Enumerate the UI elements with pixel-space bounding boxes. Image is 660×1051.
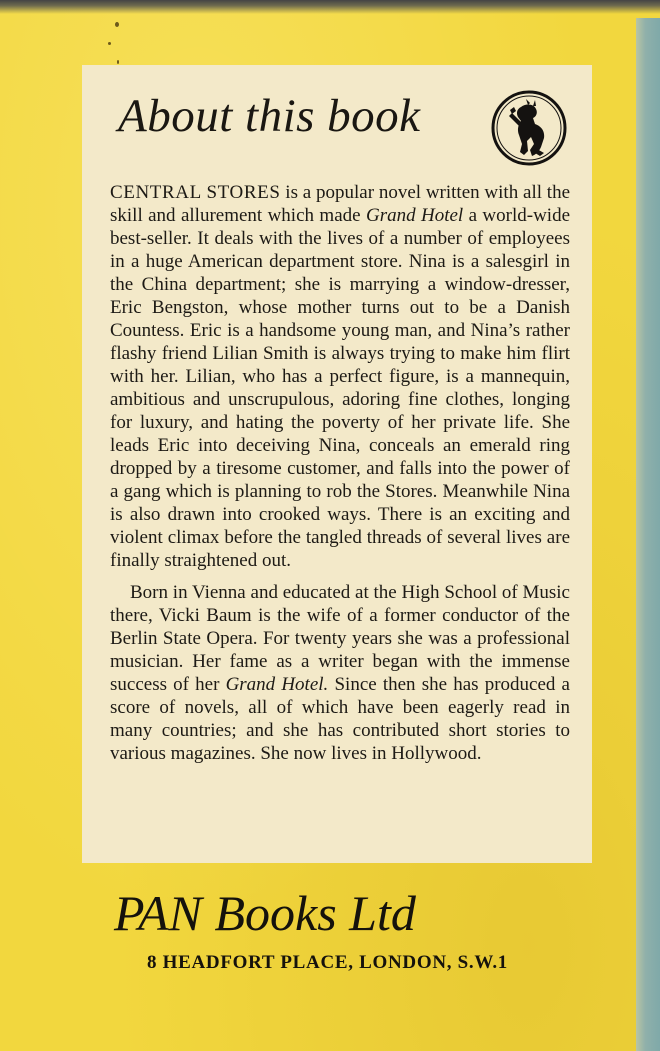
author-paragraph — [110, 581, 570, 765]
cover-speck — [117, 60, 119, 64]
title-small-caps: CENTRAL STORES — [110, 182, 281, 203]
pan-piper-logo-icon — [490, 89, 568, 167]
grand-hotel-title-2: Grand Hotel. — [225, 674, 329, 695]
heading-row — [82, 65, 592, 175]
author-text-1: Born in Vienna and educated at the High School of Music there, Vicki Baum is the wife of a former conductor of the Berlin State Opera. For twenty years she was a professional musician. Her fame as a writer began with the immense success of her — [110, 582, 570, 695]
cover-speck — [115, 22, 119, 27]
synopsis-paragraph — [110, 181, 570, 572]
author-text-2: Since then she has produced a score of novels, all of which have been eagerly read in many countries; and she has contributed short stories to various magazines. She now lives in Hollywood. — [110, 674, 570, 764]
publisher-name: PAN Books Ltd — [114, 885, 416, 941]
publisher-address: 8 HEADFORT PLACE, LONDON, S.W.1 — [147, 952, 508, 973]
grand-hotel-title: Grand Hotel — [365, 205, 464, 226]
top-edge-shadow — [0, 0, 660, 14]
about-panel — [82, 65, 592, 863]
synopsis-text-1: is a popular novel written with all the skill and allurement which made — [110, 182, 571, 226]
synopsis-text-2: a world-wide best-seller. It deals with the lives of a number of employees in a huge American department store. Nina is a salesgirl in the China department; she is marrying a window-dresser, Eric Bengston, whose mother turns out to be a Danish Countess. Eric is a handsome young man, and Nina’s rather flashy friend Lilian Smith is always trying to make him flirt with her. Lilian, who has a perfect figure, is a mannequin, ambitious and unscrupulous, adoring fine clothes, longing for luxury, and hating the poverty of her private life. She leads Eric into deceiving Nina, conceals an emerald ring dropped by a tiresome customer, and falls into the power of a gang which is planning to rob the Stores. Meanwhile Nina is also drawn into crooked ways. There is an exciting and violent climax before the tangled threads of several lives are finally straightened out. — [110, 205, 571, 571]
spine-edge — [636, 18, 660, 1051]
about-heading: About this book — [118, 90, 421, 142]
cover-speck — [108, 42, 111, 45]
book-description — [110, 181, 570, 765]
